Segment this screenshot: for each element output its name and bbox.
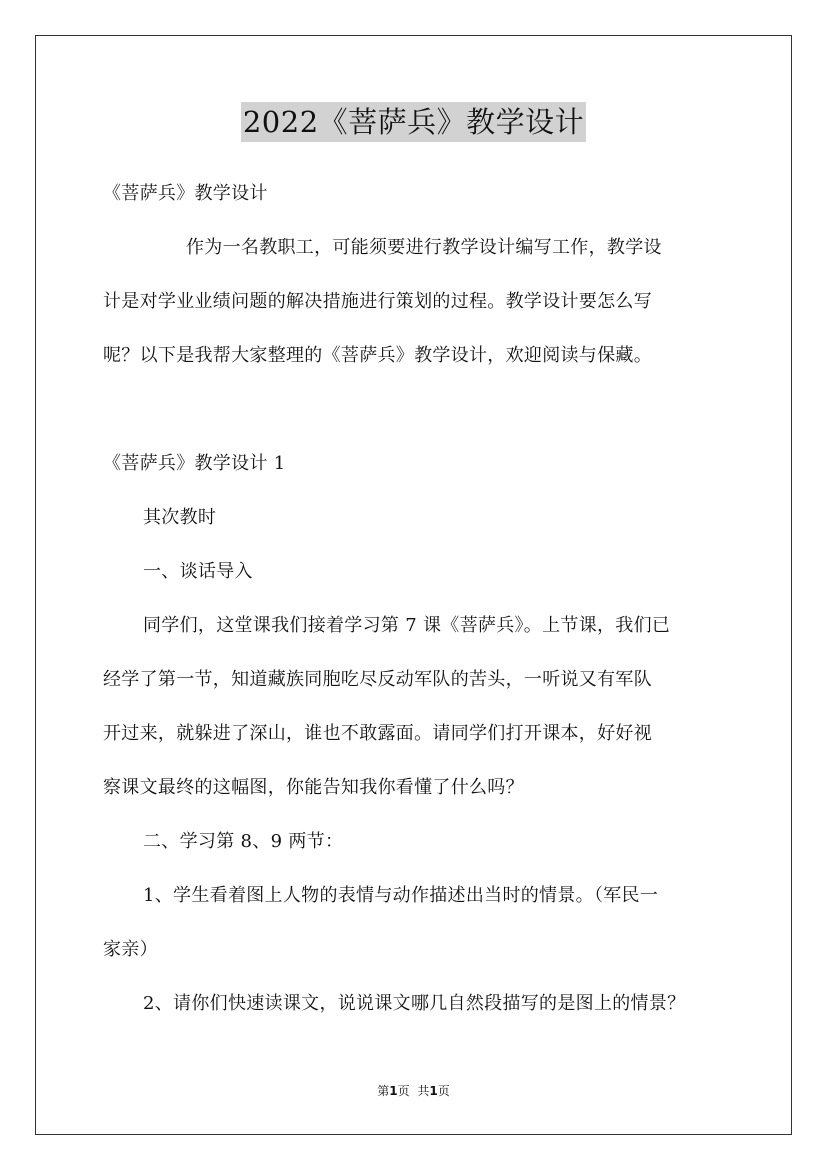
footer-total-number: 1 xyxy=(429,1084,438,1098)
footer-page-suffix: 页 xyxy=(397,1084,410,1098)
item1-line-2: 家亲） xyxy=(103,939,158,960)
lesson-label: 其次教时 xyxy=(143,507,217,528)
part1-line-1: 同学们，这堂课我们接着学习第 7 课《菩萨兵》。上节课，我们已 xyxy=(143,615,671,636)
part2-heading: 二、学习第 8、9 两节： xyxy=(143,831,344,852)
subtitle: 《菩萨兵》教学设计 xyxy=(103,183,268,204)
document-title: 2022《菩萨兵》教学设计 xyxy=(241,102,586,142)
footer-page-prefix: 第 xyxy=(377,1084,390,1098)
title-wrap xyxy=(0,102,827,142)
footer-total-prefix: 共 xyxy=(417,1084,430,1098)
part1-line-4: 察课文最终的这幅图，你能告知我你看懂了什么吗？ xyxy=(103,777,524,798)
section-heading: 《菩萨兵》教学设计 1 xyxy=(103,453,286,474)
item1-line-1: 1、学生看着图上人物的表情与动作描述出当时的情景。（军民一 xyxy=(143,885,659,906)
intro-line-3: 呢？以下是我帮大家整理的《菩萨兵》教学设计，欢迎阅读与保藏。 xyxy=(103,345,652,366)
part1-line-3: 开过来，就躲进了深山，谁也不敢露面。请同学们打开课本，好好视 xyxy=(103,723,652,744)
footer-page-number: 1 xyxy=(389,1084,398,1098)
footer-total-suffix: 页 xyxy=(437,1084,450,1098)
part1-heading: 一、谈话导入 xyxy=(143,561,253,582)
intro-line-2: 计是对学业业绩问题的解决措施进行策划的过程。教学设计要怎么写 xyxy=(103,291,652,312)
part1-line-2: 经学了第一节，知道藏族同胞吃尽反动军队的苦头，一听说又有军队 xyxy=(103,669,652,690)
intro-line-1: 作为一名教职工，可能须要进行教学设计编写工作，教学设 xyxy=(186,237,662,258)
item2-line: 2、请你们快速读课文，说说课文哪几自然段描写的是图上的情景？ xyxy=(143,993,686,1014)
page-footer xyxy=(0,1083,827,1099)
